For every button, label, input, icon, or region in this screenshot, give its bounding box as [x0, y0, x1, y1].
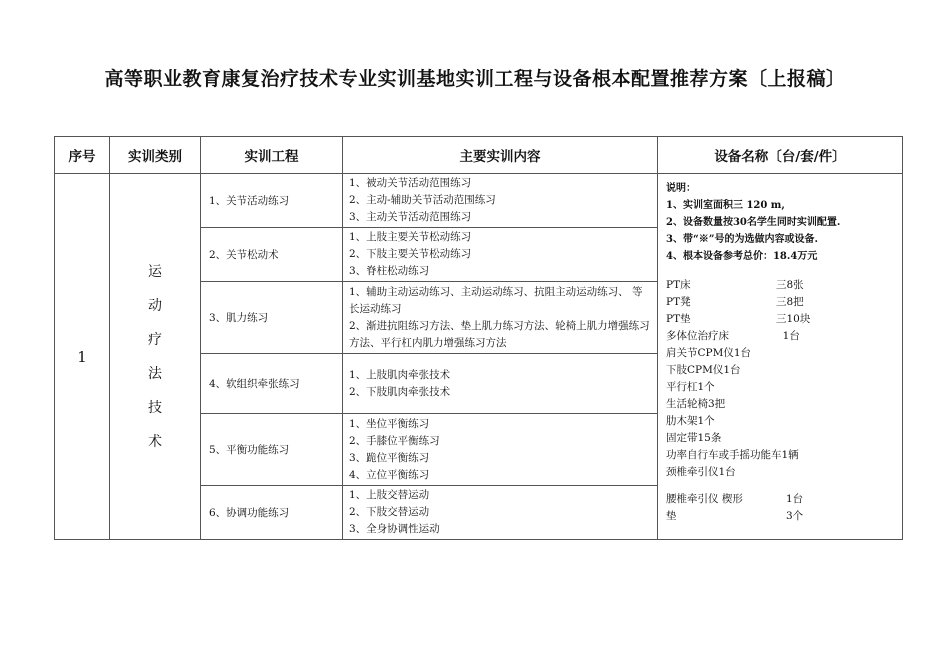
equipment-item	[666, 277, 896, 294]
content-item: 2、下肢交替运动	[349, 506, 430, 518]
content-cell	[343, 414, 658, 486]
table-row	[55, 174, 903, 228]
row-number: 1	[55, 174, 110, 540]
equipment-name: 下肢CPM仪1台	[666, 364, 741, 376]
content-item: 3、脊柱松动练习	[349, 265, 430, 277]
header-row	[55, 137, 903, 174]
content-cell	[343, 354, 658, 414]
equipment-qty: 1台	[786, 493, 804, 505]
equipment-name: 垫	[666, 510, 677, 522]
equipment-item	[666, 396, 896, 413]
category-cell	[110, 174, 201, 540]
header-content: 主要实训内容	[343, 137, 658, 174]
content-item: 1、上肢主要关节松动练习	[349, 231, 472, 243]
equipment-qty: 三8把	[776, 296, 804, 308]
equipment-name: PT垫	[666, 313, 691, 325]
equipment-name: 生活轮椅3把	[666, 398, 726, 410]
content-cell	[343, 282, 658, 354]
equipment-item	[666, 464, 896, 481]
content-cell	[343, 174, 658, 228]
content-item: 3、主动关节活动范围练习	[349, 211, 472, 223]
equipment-name: PT凳	[666, 296, 691, 308]
equipment-name: 功率自行车或手摇功能车1辆	[666, 449, 799, 461]
note-line: 1、实训室面积三 120 m,	[666, 200, 785, 211]
content-item: 1、被动关节活动范围练习	[349, 177, 472, 189]
category-char: 运	[148, 263, 162, 280]
note-line: 说明：	[666, 183, 696, 194]
header-equipment: 设备名称〔台/套/件〕	[658, 137, 903, 174]
equipment-item	[666, 430, 896, 447]
category-char: 疗	[148, 331, 162, 348]
project-name: 1、关节活动练习	[201, 174, 343, 228]
equipment-cell	[658, 174, 903, 540]
equipment-qty: 1台	[776, 330, 800, 342]
content-item: 1、上肢交替运动	[349, 489, 430, 501]
content-item: 3、全身协调性运动	[349, 523, 440, 535]
equipment-name: 固定带15条	[666, 432, 722, 444]
equipment-item	[666, 413, 896, 430]
content-item: 3、跪位平衡练习	[349, 451, 430, 464]
equipment-table	[54, 136, 903, 540]
equipment-item	[666, 508, 896, 525]
content-item: 2、主动-辅助关节活动范围练习	[349, 194, 496, 206]
content-item: 2、手膝位平衡练习	[349, 434, 440, 447]
equipment-qty: 三10块	[776, 313, 811, 325]
equipment-name: 颈椎牵引仪1台	[666, 466, 736, 478]
content-item: 1、坐位平衡练习	[349, 417, 430, 430]
header-category: 实训类别	[110, 137, 201, 174]
document-title: 高等职业教育康复治疗技术专业实训基地实训工程与设备根本配置推荐方案〔上报稿〕	[104, 68, 846, 90]
equipment-item	[666, 491, 896, 508]
note-line: 3、带“※”号的为选做内容或设备.	[666, 234, 818, 245]
equipment-notes	[666, 180, 896, 265]
content-item: 2、下肢肌肉牵张技术	[349, 385, 451, 398]
content-item: 1、上肢肌肉牵张技术	[349, 368, 451, 381]
content-cell	[343, 228, 658, 282]
content-item: 2、下肢主要关节松动练习	[349, 248, 472, 260]
content-item: 2、渐进抗阻练习方法、垫上肌力练习方法、轮椅上肌力增强练习方法、平行杠内肌力增强练习方法	[349, 319, 650, 349]
equipment-item	[666, 447, 896, 464]
project-name: 2、关节松动术	[201, 228, 343, 282]
equipment-name: 多体位治疗床	[666, 330, 729, 342]
note-line: 4、根本设备参考总价：18.4万元	[666, 251, 818, 262]
equipment-item	[666, 328, 896, 345]
category-char: 法	[148, 365, 162, 382]
content-item: 1、辅助主动运动练习、主动运动练习、抗阻主动运动练习、 等长运动练习	[349, 285, 643, 315]
category-char: 动	[148, 297, 162, 314]
equipment-item	[666, 311, 896, 328]
equipment-name: 腰椎牵引仪 楔形	[666, 493, 743, 505]
content-item: 4、立位平衡练习	[349, 468, 430, 481]
header-project: 实训工程	[201, 137, 343, 174]
equipment-item	[666, 345, 896, 362]
project-name: 6、协调功能练习	[201, 486, 343, 540]
equipment-qty: 3个	[786, 510, 804, 522]
equipment-item	[666, 294, 896, 311]
equipment-name: 肩关节CPM仪1台	[666, 347, 752, 359]
project-name: 5、平衡功能练习	[201, 414, 343, 486]
category-char: 术	[148, 433, 162, 450]
equipment-item	[666, 379, 896, 396]
note-line: 2、设备数量按30名学生同时实训配置.	[666, 217, 841, 228]
equipment-qty: 三8张	[776, 279, 804, 291]
equipment-item	[666, 362, 896, 379]
content-cell	[343, 486, 658, 540]
equipment-name: PT床	[666, 279, 691, 291]
category-char: 技	[148, 399, 162, 416]
equipment-name: 肋木架1个	[666, 415, 715, 427]
header-no: 序号	[55, 137, 110, 174]
project-name: 3、肌力练习	[201, 282, 343, 354]
equipment-name: 平行杠1个	[666, 381, 715, 393]
project-name: 4、软组织牵张练习	[201, 354, 343, 414]
